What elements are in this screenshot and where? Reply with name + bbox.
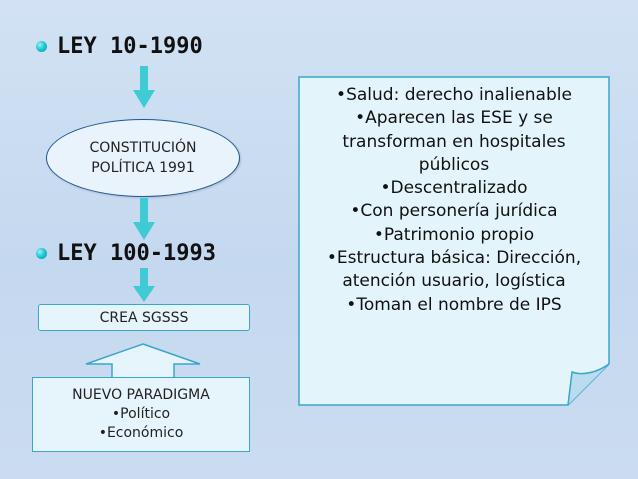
law-1993-heading — [36, 241, 216, 266]
bullet-icon — [36, 41, 47, 52]
note-line: •Toman el nombre de IPS — [346, 294, 562, 315]
paradigm-title: NUEVO PARADIGMA — [72, 387, 210, 403]
note-text — [298, 84, 610, 317]
constitution-line-1: CONSTITUCIÓN — [89, 140, 197, 156]
note-line: públicos — [418, 154, 490, 175]
crea-sgsss-box — [38, 304, 250, 331]
note-line: •Con personería jurídica — [350, 201, 558, 222]
note-line: atención usuario, logística — [342, 271, 566, 292]
constitution-line-2: POLÍTICA 1991 — [91, 160, 195, 176]
paradigm-box — [32, 377, 250, 452]
law-1990-label: LEY 10-1990 — [57, 34, 203, 59]
bullet-icon — [36, 248, 47, 259]
law-1993-label: LEY 100-1993 — [57, 241, 216, 266]
up-arrow-icon — [84, 342, 202, 380]
down-arrow-icon — [133, 66, 155, 110]
down-arrow-icon — [133, 268, 155, 304]
paradigm-item: •Político — [111, 406, 171, 422]
note-line: •Patrimonio propio — [373, 224, 535, 245]
down-arrow-icon — [133, 198, 155, 242]
note-line: •Aparecen las ESE y se — [355, 108, 553, 129]
law-1990-heading — [36, 34, 203, 59]
paradigm-item: •Económico — [98, 425, 184, 441]
note-line: •Estructura básica: Dirección, — [326, 248, 582, 269]
note-line: •Descentralizado — [380, 178, 528, 199]
crea-sgsss-label: CREA SGSSS — [99, 309, 189, 326]
constitution-oval — [46, 119, 240, 197]
features-note — [298, 76, 610, 406]
note-line: •Salud: derecho inalienable — [336, 85, 572, 105]
note-line: transforman en hospitales — [342, 131, 566, 152]
